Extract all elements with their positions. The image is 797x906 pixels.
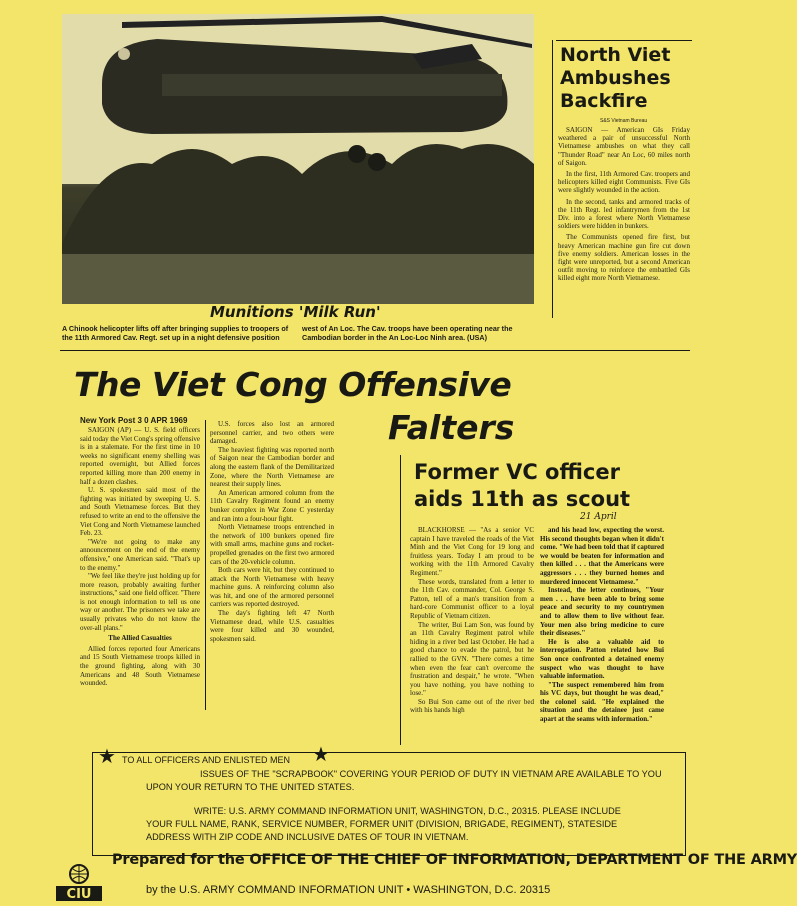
main-paragraph: "We feel like they're just holding up for more reason, probably awaiting further instructions," said one field officer. "There is not enough information to tell us one way or another. The prisoners we take are usually privates who do not know the over-all plans." (80, 572, 200, 632)
scout-paragraph: and his head low, expecting the worst. His second thoughts began when it didn't come. "We had been told that if captured we would be beaten for information and then killed . . . that the Americans were aggressors . . . they burned homes and murdered innocent Vietnamese." (540, 526, 664, 586)
side-paragraph: The Communists opened fire first, but heavy American machine gun fire cut down five enemy soldiers. American losses in the fight were unreported, but a second American outfit moving to reinforce the embattled GIs killed eight more North Vietnamese. (558, 233, 690, 283)
side-paragraph: In the second, tanks and armored tracks of the 11th Regt. led infantrymen from the 1st Div. into a forest where North Vietnamese soldiers were hidden in bunkers. (558, 197, 690, 231)
column-rule (205, 420, 206, 710)
main-headline-line1: The Viet Cong Offensive (74, 365, 512, 404)
side-paragraph: In the first, 11th Armored Cav. troopers and helicopters killed eight Communists. Five GIs were slightly wounded in the action. (558, 170, 690, 195)
main-paragraph: The day's fighting left 47 North Vietnamese dead, while U.S. casualties were four killed and 30 wounded, spokesmen said. (210, 609, 334, 643)
main-paragraph: North Vietnamese troops entrenched in the network of 100 bunkers opened fire with small arms, machine guns and rocket-propelled grenades on the first two armored cars of the 20-vehicle column. (210, 523, 334, 566)
footer-unit-line: by the U.S. ARMY COMMAND INFORMATION UNIT • WASHINGTON, D.C. 20315 (146, 884, 551, 896)
side-story-body (558, 126, 690, 286)
scout-headline: Former VC officer aids 11th as scout (414, 460, 631, 511)
notice-line: ISSUES OF THE "SCRAPBOOK" COVERING YOUR PERIOD OF DUTY IN VIETNAM ARE AVAILABLE TO YOU (200, 769, 662, 779)
notice-heading: TO ALL OFFICERS AND ENLISTED MEN (122, 755, 291, 765)
notice-line: WRITE: U.S. ARMY COMMAND INFORMATION UNIT, WASHINGTON, D.C., 20315. PLEASE INCLUDE (194, 806, 621, 816)
notice-line: UPON YOUR RETURN TO THE UNITED STATES. (146, 782, 355, 792)
scout-story-column-1 (410, 526, 534, 746)
main-subheading: The Allied Casualties (108, 634, 172, 643)
handwritten-date: 21 April (580, 512, 617, 522)
star-icon: ★ (312, 742, 330, 766)
side-column-rule (552, 40, 553, 318)
notice-line: YOUR FULL NAME, RANK, SERVICE NUMBER, FORMER UNIT (DIVISION, BRIGADE, REGIMENT), STATESIDE (146, 819, 618, 829)
scout-paragraph: These words, translated from a letter to the 11th Cav. commander, Col. George S. Patton, tell of a man's transition from a hard-core Communist officer to a loyal Republic of Vietnam citizen. (410, 577, 534, 620)
scout-paragraph: "The suspect remembered him from his VC days, but thought he was dead," the colonel said. "He explained the situation and the detainee just came apart at the seams with information." (540, 680, 664, 724)
scout-paragraph: So Bui Son came out of the river bed with his hands high (410, 697, 534, 715)
side-top-rule (556, 40, 692, 41)
logo-text: CIU (66, 887, 92, 902)
notice-line: ADDRESS WITH ZIP CODE AND INCLUSIVE DATES OF TOUR IN VIETNAM. (146, 832, 469, 842)
main-paragraph: The heaviest fighting was reported north of Saigon near the Cambodian border and along the eastern flank of the Demilitarized Zone, where the North Vietnamese are nearest their supply lines. (210, 445, 334, 489)
newspaper-stamp: New York Post 3 0 APR 1969 (80, 416, 188, 425)
scout-story-column-2 (540, 526, 664, 746)
scout-paragraph: BLACKHORSE — "As a senior VC captain I have traveled the roads of the Viet Minh and the Viet Cong for 19 long and fruitless years. Today I am proud to be working with the 11th Armored Cavalry Regiment." (410, 526, 534, 577)
scout-paragraph: The writer, Bui Lam Son, was found by an 11th Cavalry Regiment patrol while hiding in a river bed last October. He had a good chance to evade the patrol, but he rallied to the GVN. "There comes a time when even the fear can't overcome the frustration and despair," he wrote. "When you have nothing, you have nothing to lose." (410, 620, 534, 698)
scout-paragraph: Instead, the letter continues, "Your men . . . have been able to bring some peace and security to my countrymen and to allow them to live without fear. Your men also bring medicine to cure their diseases." (540, 586, 664, 638)
side-story-bureau: S&S Vietnam Bureau (600, 118, 648, 124)
ciu-logo (54, 864, 104, 902)
column-rule (400, 455, 401, 745)
main-story-column-1 (80, 426, 200, 708)
scout-paragraph: He is also a valuable aid to interrogation. Patton related how Bui Son once confronted a detained enemy suspect who was thought to have valuable information. (540, 637, 664, 681)
main-headline-line2: Falters (388, 408, 515, 447)
main-paragraph: U.S. forces also lost an armored personnel carrier, and two others were damaged. (210, 420, 334, 446)
photo-caption: A Chinook helicopter lifts off after bringing supplies to troopers of the 11th Armored Cav. Regt. set up in a night defensive position west of An Loc. The Cav. troops have been operating near the Cambodian border in the An Loc-Loc Ninh area. (USA) (62, 324, 513, 342)
main-paragraph: "We're not going to make any announcement on the end of the enemy offensive," one American said. "That's up to the enemy." (80, 537, 200, 572)
main-story-column-2 (210, 420, 334, 710)
main-paragraph: U. S. spokesmen said most of the fighting was initiated by sweeping U. S. and South Vietnamese forces. But they refused to write an end to the offensive the Viet Cong and North Vietnamese launched Feb. 23. (80, 486, 200, 538)
section-divider (60, 350, 690, 351)
side-story-headline: North Viet Ambushes Backfire (560, 44, 671, 112)
main-paragraph: An American armored column from the 11th Cavalry Regiment found an enemy bunker complex in War Zone C yesterday and ran into a four-hour fight. (210, 488, 334, 523)
star-icon: ★ (98, 744, 116, 768)
main-paragraph: Allied forces reported four Americans and 15 South Vietnamese troops killed in the ground fighting, along with 30 Americans and 48 South Vietnamese wounded. (80, 644, 200, 688)
footer-prepared-line: Prepared for the OFFICE OF THE CHIEF OF INFORMATION, DEPARTMENT OF THE ARMY (112, 852, 797, 868)
photo-caption-title: Munitions 'Milk Run' (210, 303, 381, 321)
side-paragraph: SAIGON — American GIs Friday weathered a pair of unsuccessful North Vietnamese ambushes on what they call "Thunder Road" near An Loc, 60 miles north of Saigon. (558, 126, 690, 167)
helicopter-photo (62, 14, 534, 304)
main-paragraph: Both cars were hit, but they continued to attack the North Vietnamese with heavy machine guns. A reinforcing column also was hit, and one of the armored personnel carriers was reported destroyed. (210, 566, 334, 609)
main-paragraph: SAIGON (AP) — U. S. field officers said today the Viet Cong's spring offensive is in a stalemate. For the first time in 10 weeks no significant enemy shelling was reported overnight, but Allied forces reported killing more than 200 enemy in half a dozen clashes. (80, 426, 200, 486)
